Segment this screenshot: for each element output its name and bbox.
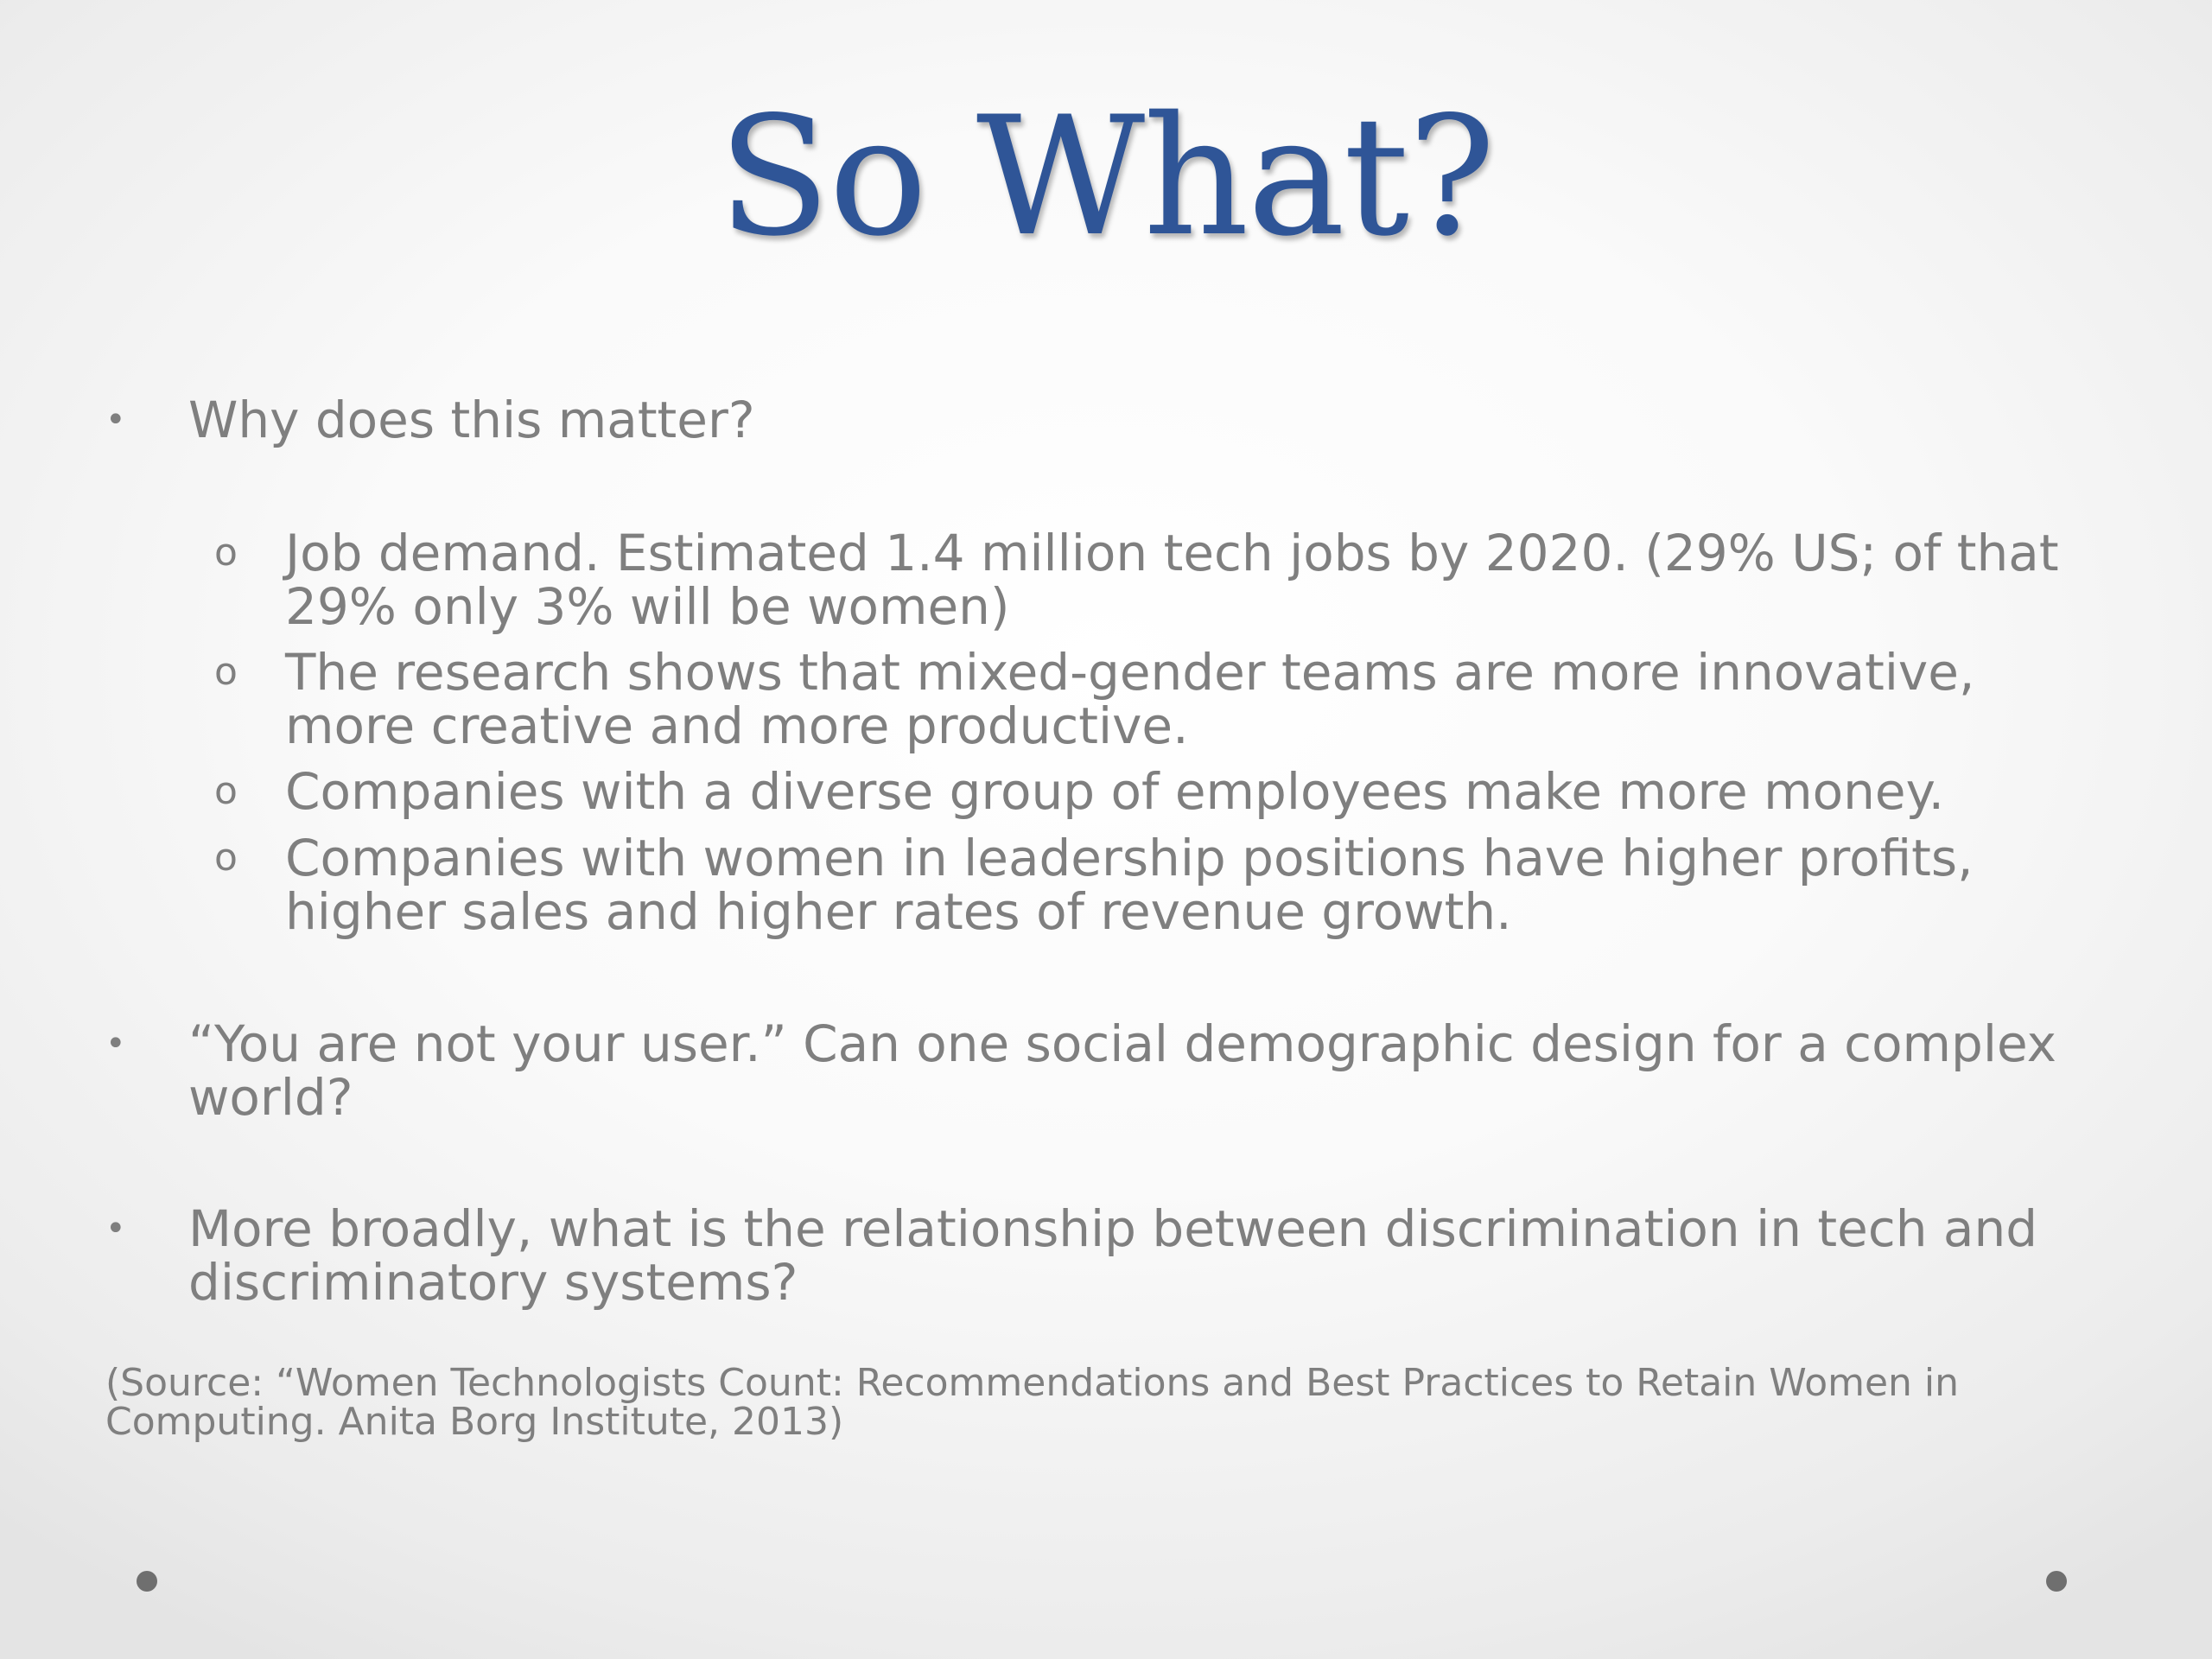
sub-bullet-text: The research shows that mixed-gender teams are more innovative, more creative and more productive.: [285, 643, 1975, 755]
sub-bullet-marker: o: [214, 769, 238, 813]
slide-title: So What?: [717, 81, 1495, 272]
corner-dot-left: [137, 1571, 157, 1592]
source-citation: (Source: “Women Technologists Count: Recommendations and Best Practices to Retain Women in Computing. Anita Borg Institute, 2013): [105, 1361, 1960, 1444]
sub-bullet-marker: o: [214, 836, 238, 880]
sub-bullet-marker: o: [214, 531, 238, 575]
sub-bullet-text: Companies with women in leadership positions have higher profits, higher sales and higher rates of revenue growth.: [285, 829, 1974, 941]
bullet-marker: •: [105, 400, 126, 440]
bullet-marker: •: [105, 1024, 126, 1064]
bullet-marker: •: [105, 1209, 126, 1249]
sub-bullet-text: Job demand. Estimated 1.4 million tech jobs by 2020. (29% US; of that 29% only 3% will be women): [285, 524, 2059, 636]
sub-bullet-text: Companies with a diverse group of employees make more money.: [285, 762, 1945, 821]
bullet-text: More broadly, what is the relationship between discrimination in tech and discriminatory systems?: [188, 1199, 2038, 1312]
sub-bullet-marker: o: [214, 650, 238, 694]
bullet-text: “You are not your user.” Can one social demographic design for a complex world?: [188, 1014, 2056, 1127]
corner-dot-right: [2046, 1571, 2067, 1592]
bullet-text: Why does this matter?: [188, 391, 755, 449]
